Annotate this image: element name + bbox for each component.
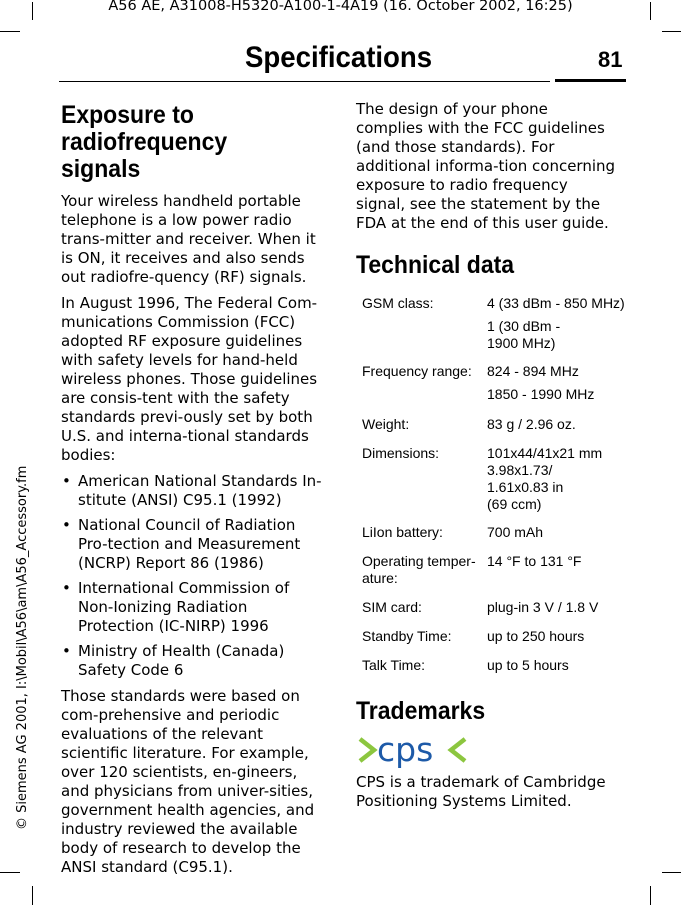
trademarks-text: CPS is a trademark of Cambridge Positioning Systems Limited.	[356, 773, 606, 810]
logo-wordmark: cps	[377, 731, 434, 769]
spec-value: plug-in 3 V / 1.8 V	[487, 599, 599, 615]
spec-value: 824 - 894 MHz 1850 - 1990 MHz	[487, 363, 595, 402]
page-title: Specifications	[245, 41, 433, 74]
exposure-paragraph-1: Your wireless handheld portable telephone is a low power radio trans-mitter and receiver. When it is ON, it receives and also sends out radiofre-quency (RF) signals.	[61, 192, 316, 286]
trademarks-heading: Trademarks	[356, 697, 486, 725]
running-head: A56 AE, A31008-H5320-A100-1-4A19 (16. October 2002, 16:25)	[108, 0, 573, 14]
spec-label: LiIon battery:	[362, 524, 443, 540]
spec-value: 700 mAh	[487, 524, 544, 540]
list-item: • American National Standards In-stitute (ANSI) C95.1 (1992)	[62, 472, 322, 509]
standards-list	[61, 472, 326, 680]
exposure-heading-line1: Exposure to	[61, 101, 194, 129]
spec-value: 4 (33 dBm - 850 MHz) 1 (30 dBm - 1900 MHz)	[487, 295, 625, 351]
exposure-paragraph-2: In August 1996, The Federal Com-munications Commission (FCC) adopted RF exposure guidelines with safety levels for hand-held wireless phones. Those guidelines are consis-tent with the safety standards previ-ously set by both U.S. and interna-tional standards bodies:	[61, 294, 318, 464]
spec-label: GSM class:	[362, 295, 434, 311]
technical-data-table	[362, 295, 642, 685]
logo-chevron-left	[360, 739, 374, 761]
spec-label: SIM card:	[362, 599, 422, 615]
spec-value: 101x44/41x21 mm 3.98x1.73/ 1.61x0.83 in (69 ccm)	[487, 445, 603, 512]
list-item: • Ministry of Health (Canada) Safety Code 6	[62, 642, 285, 679]
crop-mark	[650, 886, 651, 905]
crop-mark	[662, 31, 681, 32]
spec-value: up to 250 hours	[487, 628, 585, 644]
title-rule	[59, 81, 550, 82]
spec-label: Operating temper-ature:	[362, 553, 476, 586]
technical-data-heading: Technical data	[356, 251, 515, 279]
crop-mark	[0, 872, 20, 873]
bullet-icon: •	[62, 579, 71, 597]
spec-label: Talk Time:	[362, 657, 426, 673]
fcc-paragraph-block	[356, 100, 618, 240]
spec-label: Frequency range:	[362, 363, 472, 379]
exposure-heading-line2: radiofrequency signals	[61, 128, 228, 183]
list-item: • National Council of Radiation Pro-tection and Measurement (NCRP) Report 86 (1986)	[62, 516, 301, 572]
crop-mark	[662, 872, 681, 873]
exposure-paragraph-3: Those standards were based on com-prehensive and periodic evaluations of the relevant scientific literature. For example, over 120 scientists, en-gineers, and physicians from univer-sities, government health agencies, and industry reviewed the available body of research to develop the ANSI standard (C95.1).	[61, 687, 315, 876]
exposure-heading	[61, 102, 305, 183]
logo-chevron-right	[451, 739, 465, 761]
crop-mark	[0, 31, 20, 32]
cps-logo-image	[357, 731, 469, 771]
exposure-paragraph-4: The design of your phone complies with the FCC guidelines (and those standards). For additional informa-tion concerning exposure to radio frequency signal, see the statement by the FDA at the end of this user guide.	[356, 100, 616, 232]
spec-label: Dimensions:	[362, 445, 440, 461]
spec-value: up to 5 hours	[487, 657, 569, 673]
crop-mark	[32, 886, 33, 905]
bullet-icon: •	[62, 642, 71, 660]
spec-label: Standby Time:	[362, 628, 452, 644]
bullet-icon: •	[62, 472, 71, 490]
left-column	[61, 102, 326, 884]
list-item: • International Commission of Non-Ionizing Radiation Protection (IC-NIRP) 1996	[62, 579, 290, 635]
spec-label: Weight:	[362, 416, 410, 432]
bullet-icon: •	[62, 516, 71, 534]
page-number: 81	[598, 47, 623, 72]
spec-value: 83 g / 2.96 oz.	[487, 416, 576, 432]
cps-logo	[357, 731, 469, 775]
sidebar-filepath: © Siemens AG 2001, I:\Mobil\A56\am\A56_Accessory.fm	[15, 465, 30, 830]
spec-value: 14 °F to 131 °F	[487, 553, 582, 569]
page-number-rule	[555, 79, 626, 82]
